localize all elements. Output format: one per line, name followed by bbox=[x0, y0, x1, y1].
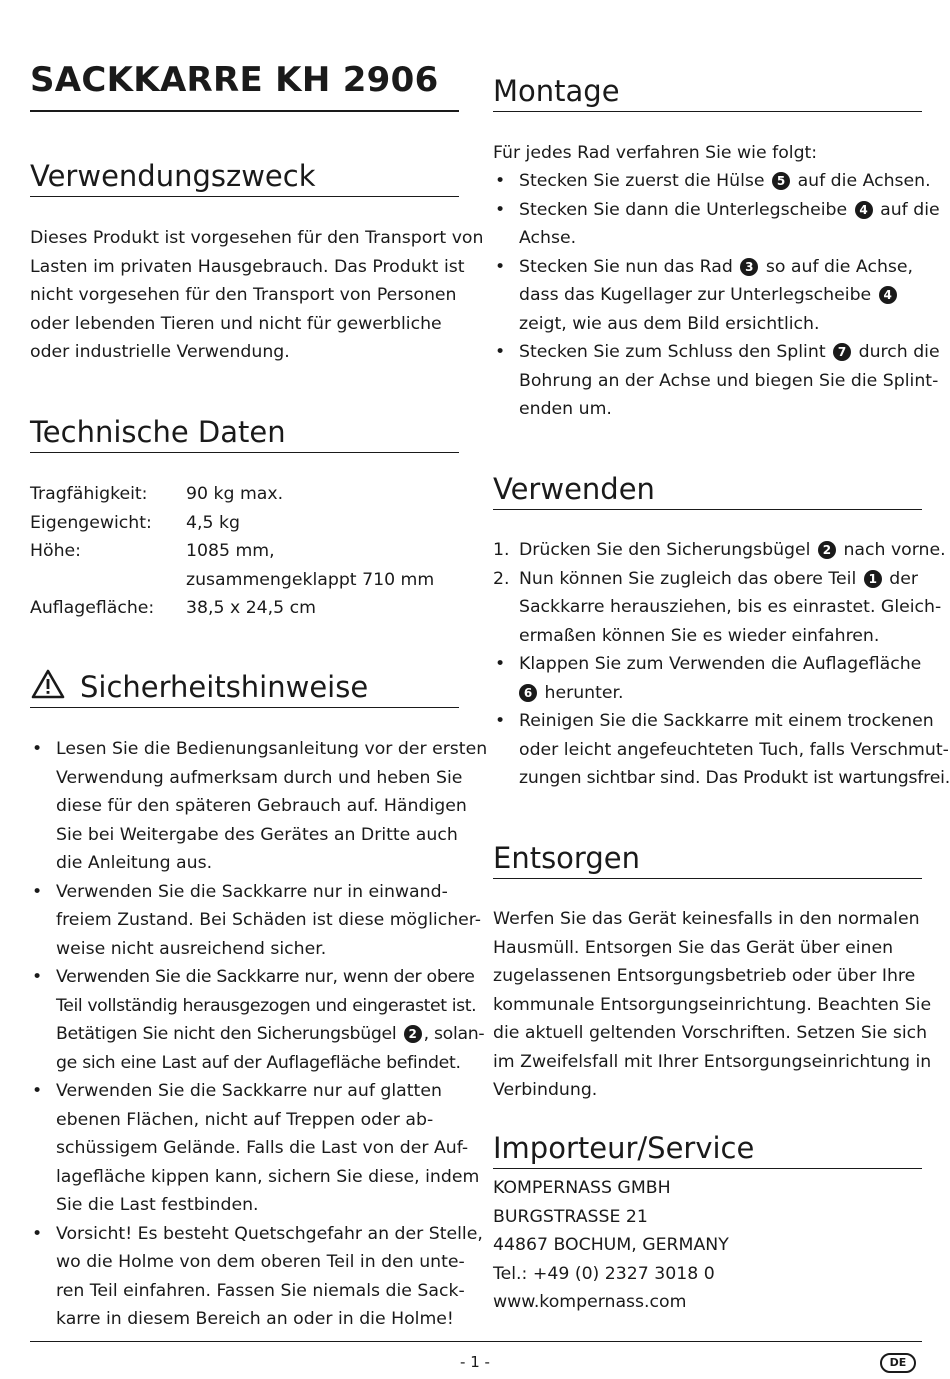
list-item bbox=[30, 1077, 480, 1220]
importer-address bbox=[493, 1174, 922, 1317]
list-item bbox=[493, 650, 922, 707]
text-fragment: , solan- bbox=[423, 1024, 485, 1044]
text-line: ermaßen können Sie es wieder einfahren. bbox=[519, 625, 880, 646]
text-line: • Lesen Sie die Bedienungsanleitung vor der ersten bbox=[56, 739, 488, 759]
part-number-badge: 6 bbox=[519, 684, 537, 702]
list-item bbox=[493, 196, 940, 253]
text-fragment: Betätigen Sie nicht den Sicherungsbügel bbox=[56, 1024, 397, 1044]
spec-row bbox=[30, 480, 459, 509]
text-line: 44867 BOCHUM, GERMANY bbox=[493, 1235, 729, 1255]
text-line: Sie die Last festbinden. bbox=[56, 1195, 259, 1215]
text-line: Hausmüll. Entsorgen Sie das Gerät über einen bbox=[493, 937, 894, 958]
text-line: Sie bei Weitergabe des Gerätes an Dritte auch bbox=[56, 824, 458, 845]
document-title: SACKKARRE KH 2906 bbox=[30, 58, 459, 112]
text-line: BURGSTRASSE 21 bbox=[493, 1206, 648, 1227]
text-line: zugelassenen Entsorgungsbetrieb oder über Ihre bbox=[493, 966, 916, 986]
purpose-paragraph bbox=[30, 224, 484, 367]
spec-row bbox=[30, 566, 459, 595]
text-line: nicht vorgesehen für den Transport von Personen bbox=[30, 285, 457, 305]
text-line bbox=[519, 565, 922, 594]
text-line: weise nicht ausreichend sicher. bbox=[56, 938, 327, 959]
list-item bbox=[493, 536, 946, 565]
text-line: oder lebenden Tieren und nicht für gewerbliche bbox=[30, 313, 442, 334]
text-line: Achse. bbox=[519, 228, 577, 248]
list-item bbox=[493, 167, 931, 196]
text-line bbox=[519, 338, 940, 367]
spec-row bbox=[30, 537, 459, 566]
text-fragment: durch die bbox=[858, 342, 940, 362]
step-number: 2. bbox=[493, 568, 510, 589]
text-line: oder leicht angefeuchteten Tuch, falls Verschmut- bbox=[519, 739, 949, 760]
text-line bbox=[519, 679, 922, 708]
spec-value: 90 kg max. bbox=[186, 484, 284, 504]
text-line: enden um. bbox=[519, 399, 612, 419]
spec-label: Höhe: bbox=[30, 541, 81, 561]
text-fragment: auf die Achsen. bbox=[797, 171, 931, 191]
safety-list bbox=[30, 735, 488, 1334]
language-badge: DE bbox=[880, 1353, 916, 1373]
list-item bbox=[30, 963, 485, 1077]
section-heading-usage: Verwenden bbox=[493, 471, 922, 510]
part-number-badge: 7 bbox=[833, 343, 851, 361]
text-fragment: auf die bbox=[880, 199, 940, 220]
spec-value: 1085 mm, bbox=[186, 541, 275, 561]
section-heading-assembly: Montage bbox=[493, 73, 922, 112]
text-line: schüssigem Gelände. Falls die Last von der Auf- bbox=[56, 1138, 469, 1158]
text-fragment: Drücken Sie den Sicherungsbügel bbox=[519, 540, 811, 560]
text-line: lagefläche kippen kann, sichern Sie diese, indem bbox=[56, 1166, 480, 1187]
safety-heading-text: Sicherheitshinweise bbox=[80, 670, 369, 704]
text-fragment: Stecken Sie nun das Rad bbox=[519, 256, 733, 277]
text-line: diese für den späteren Gebrauch auf. Händigen bbox=[56, 796, 467, 816]
usage-list bbox=[493, 536, 950, 793]
section-heading-purpose: Verwendungszweck bbox=[30, 158, 459, 197]
text-line: wo die Holme von dem oberen Teil in den unte- bbox=[56, 1252, 465, 1272]
part-number-badge: 5 bbox=[772, 172, 790, 190]
spec-label: Eigengewicht: bbox=[30, 512, 152, 533]
tech-specs-table bbox=[30, 480, 459, 623]
text-line: zungen sichtbar sind. Das Produkt ist wartungsfrei. bbox=[519, 768, 950, 788]
spec-row bbox=[30, 594, 459, 623]
list-item bbox=[493, 338, 940, 424]
text-line: • Vorsicht! Es besteht Quetschgefahr an der Stelle, bbox=[56, 1223, 483, 1244]
part-number-badge: 4 bbox=[879, 286, 897, 304]
text-fragment: Stecken Sie dann die Unterlegscheibe bbox=[519, 199, 848, 220]
section-heading-safety bbox=[30, 668, 459, 708]
text-fragment: der bbox=[889, 568, 918, 589]
text-fragment: nach vorne. bbox=[843, 540, 946, 560]
section-heading-importer: Importeur/Service bbox=[493, 1130, 922, 1169]
text-line: Bohrung an der Achse und biegen Sie die Splint- bbox=[519, 370, 939, 391]
text-line: • Verwenden Sie die Sackkarre nur in einwand- bbox=[56, 881, 448, 902]
spec-value: zusammengeklappt 710 mm bbox=[186, 569, 435, 590]
text-line: ge sich eine Last auf der Auflagefläche befindet. bbox=[56, 1052, 461, 1073]
spec-label: Auflagefläche: bbox=[30, 598, 155, 618]
part-number-badge: 2 bbox=[404, 1025, 422, 1043]
text-line: Teil vollständig herausgezogen und eingerastet ist. bbox=[56, 995, 477, 1016]
text-line bbox=[519, 536, 946, 565]
section-heading-tech: Technische Daten bbox=[30, 414, 459, 453]
spec-label bbox=[30, 566, 186, 595]
text-line: • Verwenden Sie die Sackkarre nur auf glatten bbox=[56, 1081, 442, 1101]
text-line: Verwendung aufmerksam durch und heben Sie bbox=[56, 767, 463, 788]
website-link: www.kompernass.com bbox=[493, 1292, 687, 1312]
page-number: - 1 - bbox=[460, 1353, 490, 1371]
spec-value: 4,5 kg bbox=[186, 512, 240, 533]
text-line bbox=[519, 253, 922, 282]
footer-divider bbox=[30, 1341, 922, 1342]
text-line: oder industrielle Verwendung. bbox=[30, 342, 290, 362]
list-item bbox=[30, 735, 488, 878]
part-number-badge: 4 bbox=[855, 201, 873, 219]
text-line: ren Teil einfahren. Fassen Sie niemals die Sack- bbox=[56, 1280, 465, 1301]
spec-label: Tragfähigkeit: bbox=[30, 484, 148, 504]
assembly-intro bbox=[493, 139, 922, 168]
text-line: KOMPERNASS GMBH bbox=[493, 1178, 671, 1198]
text-fragment: Stecken Sie zum Schluss den Splint bbox=[519, 342, 826, 362]
text-fragment: dass das Kugellager zur Unterlegscheibe bbox=[519, 285, 872, 305]
list-item bbox=[30, 878, 482, 964]
list-item bbox=[493, 565, 942, 651]
spec-row bbox=[30, 509, 459, 538]
text-line: • Klappen Sie zum Verwenden die Auflagefläche bbox=[519, 654, 922, 674]
text-fragment: Stecken Sie zuerst die Hülse bbox=[519, 171, 765, 191]
text-line: Für jedes Rad verfahren Sie wie folgt: bbox=[493, 143, 818, 163]
text-line: Verbindung. bbox=[493, 1080, 598, 1100]
text-line: zeigt, wie aus dem Bild ersichtlich. bbox=[519, 313, 820, 334]
list-item bbox=[493, 707, 950, 793]
part-number-badge: 3 bbox=[740, 258, 758, 276]
spec-value: 38,5 x 24,5 cm bbox=[186, 598, 316, 618]
text-line: die Anleitung aus. bbox=[56, 853, 213, 873]
text-fragment: so auf die Achse, bbox=[765, 256, 914, 277]
text-line bbox=[519, 196, 940, 225]
list-item bbox=[493, 253, 922, 339]
text-line: ebenen Flächen, nicht auf Treppen oder ab- bbox=[56, 1109, 434, 1130]
assembly-list bbox=[493, 167, 940, 424]
step-number: 1. bbox=[493, 540, 510, 560]
text-line: Dieses Produkt ist vorgesehen für den Transport von bbox=[30, 228, 484, 248]
text-line: Lasten im privaten Hausgebrauch. Das Produkt ist bbox=[30, 256, 465, 277]
text-line: karre in diesem Bereich an oder in die Holme! bbox=[56, 1309, 454, 1329]
text-line bbox=[519, 167, 931, 196]
text-line: die aktuell geltenden Vorschriften. Setzen Sie sich bbox=[493, 1023, 928, 1043]
text-fragment: herunter. bbox=[544, 682, 624, 703]
text-line: Werfen Sie das Gerät keinesfalls in den normalen bbox=[493, 909, 920, 929]
text-line: Tel.: +49 (0) 2327 3018 0 bbox=[493, 1263, 715, 1284]
text-line: kommunale Entsorgungseinrichtung. Beachten Sie bbox=[493, 994, 932, 1015]
list-item bbox=[30, 1220, 483, 1334]
part-number-badge: 2 bbox=[818, 541, 836, 559]
text-line: im Zweifelsfall mit Ihrer Entsorgungseinrichtung in bbox=[493, 1051, 932, 1072]
text-line bbox=[519, 281, 922, 310]
text-line: freiem Zustand. Bei Schäden ist diese möglicher- bbox=[56, 910, 482, 930]
text-line: • Reinigen Sie die Sackkarre mit einem trockenen bbox=[519, 711, 934, 731]
text-line bbox=[56, 1020, 485, 1049]
warning-triangle-icon bbox=[30, 668, 66, 700]
text-line: • Verwenden Sie die Sackkarre nur, wenn der obere bbox=[56, 967, 475, 987]
disposal-paragraph bbox=[493, 905, 932, 1105]
text-line: Sackkarre herausziehen, bis es einrastet. Gleich- bbox=[519, 597, 942, 617]
part-number-badge: 1 bbox=[864, 570, 882, 588]
text-fragment: Nun können Sie zugleich das obere Teil bbox=[519, 568, 857, 589]
section-heading-disposal: Entsorgen bbox=[493, 840, 922, 879]
